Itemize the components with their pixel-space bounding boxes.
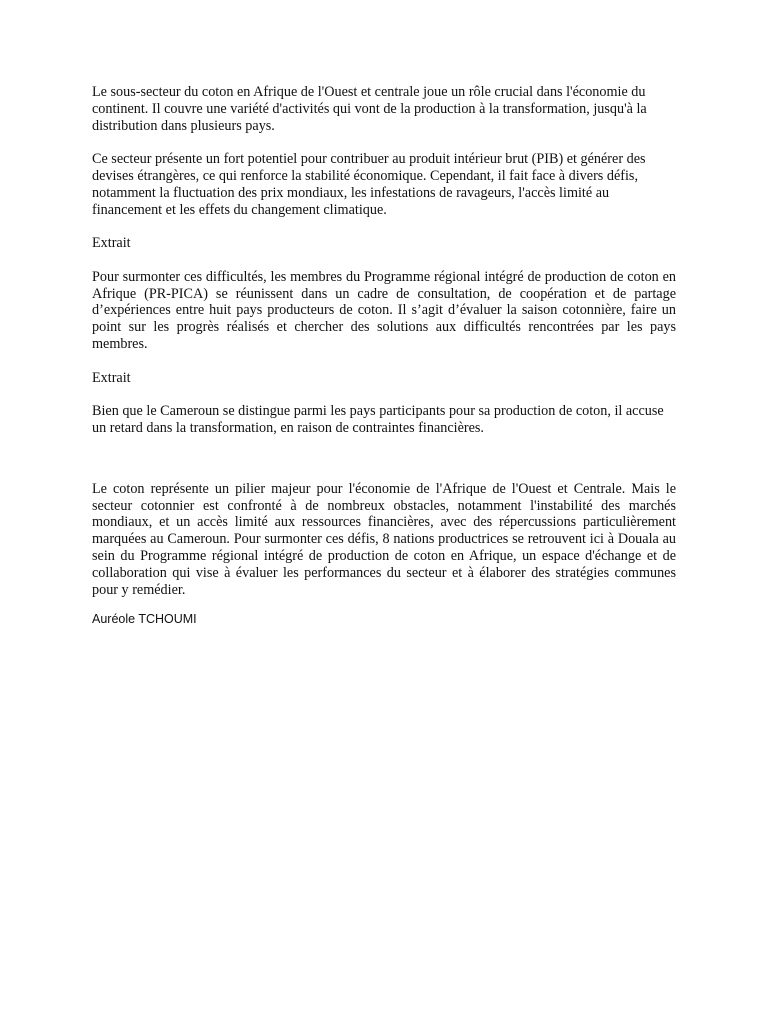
document-page	[92, 84, 676, 644]
paragraph-intro: Le sous-secteur du coton en Afrique de l'Ouest et centrale joue un rôle crucial dans l'économie du continent. Il couvre une variété d'activités qui vont de la production à la transformation, jusqu'à la distribution dans plusieurs pays.	[92, 84, 647, 134]
paragraph-potential: Ce secteur présente un fort potentiel pour contribuer au produit intérieur brut (PIB) et générer des devises étrangères, ce qui renforce la stabilité économique. Cependant, il fait face à divers défis, notamment la fluctuation des prix mondiaux, les infestations de ravageurs, l'accès limité au financement et les effets du changement climatique.	[92, 151, 646, 218]
excerpt-label-2: Extrait	[92, 369, 131, 386]
excerpt-label-1: Extrait	[92, 235, 131, 252]
author-name: Auréole TCHOUMI	[92, 612, 197, 627]
paragraph-cameroon: Bien que le Cameroun se distingue parmi les pays participants pour sa production de coton, il accuse un retard dans la transformation, en raison de contraintes financières.	[92, 403, 664, 436]
paragraph-summary: Le coton représente un pilier majeur pour l'économie de l'Afrique de l'Ouest et Centrale. Mais le secteur cotonnier est confronté à de nombreux obstacles, notamment l'instabilité des marchés mondiaux, et un accès limité aux ressources financières, avec des répercussions particulièrement marquées au Cameroun. Pour surmonter ces défis, 8 nations productrices se retrouvent ici à Douala au sein du Programme régional intégré de production de coton en Afrique, un espace d'échange et de collaboration qui vise à évaluer les performances du secteur et à élaborer des stratégies communes pour y remédier.	[92, 480, 676, 598]
paragraph-pr-pica: Pour surmonter ces difficultés, les membres du Programme régional intégré de production de coton en Afrique (PR-PICA) se réunissent dans un cadre de consultation, de coopération et de partage d’expériences entre huit pays producteurs de coton. Il s’agit d’évaluer la saison cotonnière, faire un point sur les progrès réalisés et chercher des solutions aux difficultés rencontrées par les pays membres.	[92, 268, 676, 352]
